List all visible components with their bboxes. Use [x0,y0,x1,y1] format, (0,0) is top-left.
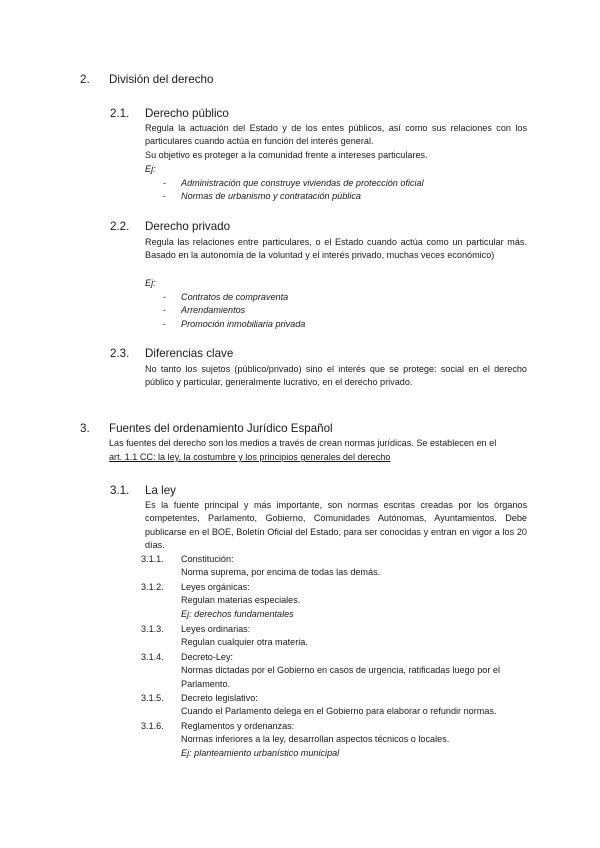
subsection-2-3-heading [110,347,234,361]
item-title: Constitución: [181,554,234,564]
section-2-heading [80,73,214,87]
dash-bullet: - [163,292,167,302]
subsection-title: Derecho público [145,107,229,120]
item-title: Reglamentos y ordenanzas: [181,721,295,731]
subsection-2-2-heading [110,220,231,234]
section-title: División del derecho [109,73,214,86]
item-title: Leyes orgánicas: [181,582,250,592]
example-list [145,291,525,331]
item-description: Norma suprema, por encima de todas las demás. [181,567,381,578]
item-number: 3.1.3. [141,624,164,634]
list-item-text: Arrendamientos [181,305,246,316]
subsection-3-1-heading [110,484,176,498]
section-title: Fuentes del ordenamiento Jurídico Español [109,422,333,435]
item-example: Ej: derechos fundamentales [181,608,294,619]
law-type-item [141,720,531,760]
paragraph: No tanto los sujetos (público/privado) sino el interés que se protege: social en el derecho público y particular, generalmente lucrativo, en el derecho privado. [145,364,527,388]
example-label: Ej: [145,278,156,288]
section-3-heading [80,422,333,436]
subsection-2-1-heading [110,107,229,121]
item-description: Cuando el Parlamento delega en el Gobierno para elaborar o refundir normas. [181,706,497,717]
law-type-item [141,553,531,580]
law-type-item [141,692,531,719]
subsection-title: Derecho privado [145,220,231,233]
subsection-number: 2.1. [110,107,130,120]
list-item [145,304,525,317]
item-description: Regulan cualquier otra materia. [181,637,308,648]
item-number: 3.1.5. [141,693,164,703]
list-item [145,190,525,203]
section-number: 3. [80,422,90,435]
subsection-title: Diferencias clave [145,347,234,360]
paragraph: Las fuentes del derecho son los medios a través de crean normas jurídicas. Se establecen en el [109,438,497,448]
paragraph: Regula la actuación del Estado y de los entes públicos, así como sus relaciones con los particulares cuando actúa en función del interés general. [145,123,527,147]
item-number: 3.1.4. [141,652,164,662]
item-number: 3.1.6. [141,721,164,731]
item-number: 3.1.1. [141,554,164,564]
subsection-number: 2.2. [110,220,130,233]
example-label: Ej: [145,164,156,174]
paragraph: Regula las relaciones entre particulares, o el Estado cuando actúa como un particular más. Basado en la autonomía de la voluntad y el interés privado, muchas veces económico) [145,237,527,261]
dash-bullet: - [163,318,167,329]
list-item-text: Contratos de compraventa [181,292,289,302]
item-description: Normas inferiores a la ley, desarrollan aspectos técnicos o locales. [181,734,450,745]
list-item-text: Promoción inmobiliaria privada [181,318,306,329]
list-item [145,177,525,190]
example-list [145,177,525,204]
list-item-text: Administración que construye viviendas de protección oficial [181,178,424,188]
list-item [145,291,525,304]
item-title: Leyes ordinarias: [181,624,251,634]
section-number: 2. [80,73,90,86]
item-example: Ej: planteamiento urbanístico municipal [181,747,340,758]
dash-bullet: - [163,178,167,188]
law-type-item [141,581,531,621]
dash-bullet: - [163,191,167,202]
law-type-item [141,623,531,650]
item-description: Normas dictadas por el Gobierno en casos de urgencia, ratificadas luego por el Parlamento. [181,665,500,689]
item-title: Decreto-Ley: [181,652,234,662]
list-item-text: Normas de urbanismo y contratación pública [181,191,361,202]
subsection-number: 2.3. [110,347,130,360]
subsection-title: La ley [145,484,176,497]
item-number: 3.1.2. [141,582,164,592]
paragraph: Es la fuente principal y más importante, son normas escritas creadas por los órganos competentes, Parlamento, Gobierno, Comunidades Autónomas, Ayuntamientos. Debe publicarse en el BOE, Boletín Oficial del Estado, para ser conocidas y entran en vigor a los 20 días. [145,500,527,551]
law-type-item [141,651,531,691]
legal-reference: art. 1.1 CC: la ley, la costumbre y los principios generales del derecho [109,452,391,462]
item-title: Decreto legislativo: [181,693,258,703]
item-description: Regulan materias especiales. [181,595,301,606]
subsection-number: 3.1. [110,484,130,497]
paragraph: Su objetivo es proteger a la comunidad frente a intereses particulares. [145,150,428,160]
list-item [145,318,525,331]
dash-bullet: - [163,305,167,316]
